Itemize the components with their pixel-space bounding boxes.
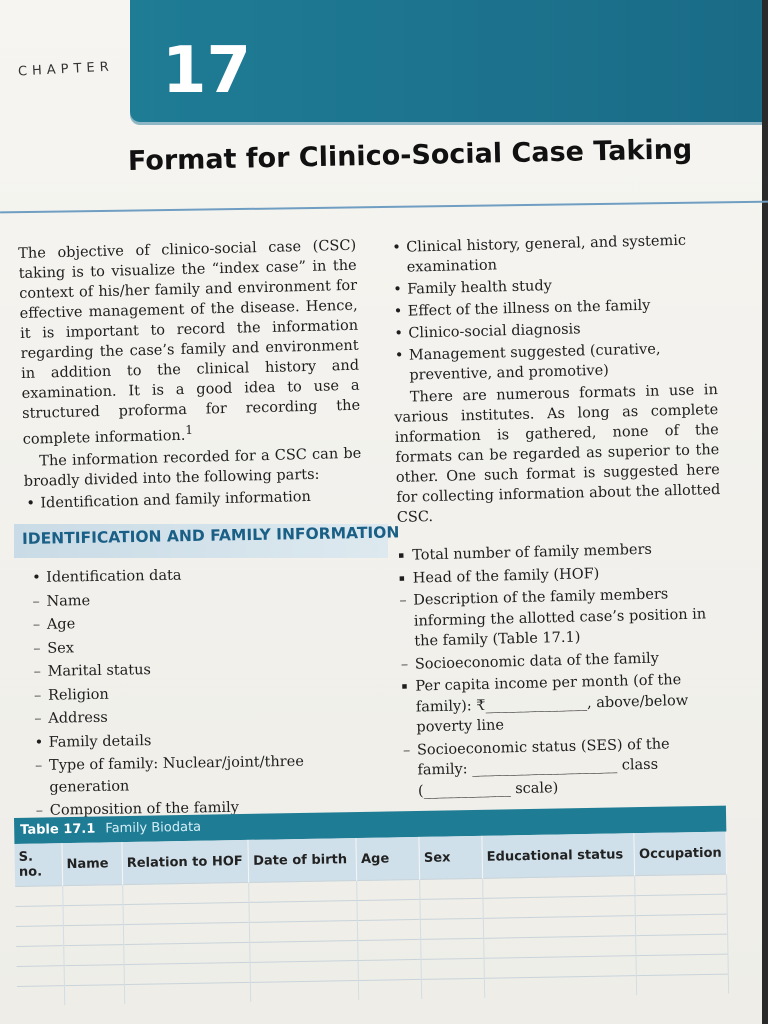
list-item: • Clinical history, general, and systemic examination <box>406 230 715 278</box>
list-item: • Family details <box>49 727 363 753</box>
list-item: ▪ Head of the family (HOF) <box>413 561 719 589</box>
column-header: Relation to HOF <box>122 840 249 885</box>
list-item: – Marital status <box>47 657 361 683</box>
list-item: – Sex <box>47 633 361 659</box>
family-biodata-table <box>14 806 729 988</box>
chapter-label: CHAPTER <box>17 59 115 80</box>
list-item: – Address <box>48 704 362 730</box>
list-item: • Clinico-social diagnosis <box>408 316 716 344</box>
section-heading: IDENTIFICATION AND FAMILY INFORMATION <box>21 523 400 548</box>
column-header: Sex <box>419 836 483 880</box>
formats-paragraph: There are numerous formats in use in various institutes. As long as complete information is gathered, none of the formats can be regarded as superior to the other. One such format is suggested here for collecting information about the allotted CSC. <box>394 382 721 526</box>
table-grid <box>14 832 729 1006</box>
intro-paragraph-2: The information recorded for a CSC can be broadly divided into the following parts: <box>23 445 362 490</box>
column-header: Name <box>62 842 123 886</box>
intro-paragraph: The objective of clinico-social case (CSC) taking is to visualize the “index case” in the context of his/her family and environment for effective management of the disease. Hence, it is important to record the information regarding the case’s family and environment in addition to the clinical history and examination. It is a good idea to use a structured proforma for recording the complete information.$^1$ <box>18 237 361 448</box>
list-item: – Description of the family members informing the allotted case’s position in the family (Table 17.1) <box>413 583 720 652</box>
column-header: Date of birth <box>248 838 357 882</box>
list-item: ▪ Total number of family members <box>412 538 718 566</box>
list-item: – Name <box>46 586 360 612</box>
left-intro-column <box>18 236 363 516</box>
page-title: Format for Clinico-Social Case Taking <box>127 134 693 177</box>
list-item: • Identification and family information <box>40 485 362 513</box>
list-item: – Type of family: Nuclear/joint/three generation <box>49 751 364 799</box>
list-item: • Identification data <box>46 563 360 589</box>
title-divider <box>0 201 768 214</box>
list-item: – Age <box>47 610 361 636</box>
column-header: Occupation <box>634 832 726 876</box>
list-item: – Socioeconomic status (SES) of the family: ____________________ class (____________ scale) <box>417 733 724 802</box>
list-item: • Effect of the illness on the family <box>408 294 716 322</box>
column-header: S. no. <box>14 843 62 886</box>
column-header: Age <box>356 837 420 881</box>
list-item: – Socioeconomic data of the family <box>415 647 721 675</box>
section-right-column <box>396 538 724 804</box>
right-intro-column <box>390 230 721 530</box>
list-item: • Family health study <box>407 272 715 300</box>
list-item: • Management suggested (curative, preventive, and promotive) <box>409 338 718 386</box>
column-header: Educational status <box>482 833 635 878</box>
list-item: ▪ Per capita income per month (of the family): ₹______________, above/below poverty line <box>415 669 722 738</box>
section-left-column <box>30 563 364 825</box>
chapter-number: 17 <box>162 34 252 108</box>
page-edge-shadow <box>762 0 768 1024</box>
table-caption: Table 17.1 Family Biodata <box>20 819 202 838</box>
list-item: – Composition of the family <box>50 796 364 822</box>
list-item: – Religion <box>48 680 362 706</box>
